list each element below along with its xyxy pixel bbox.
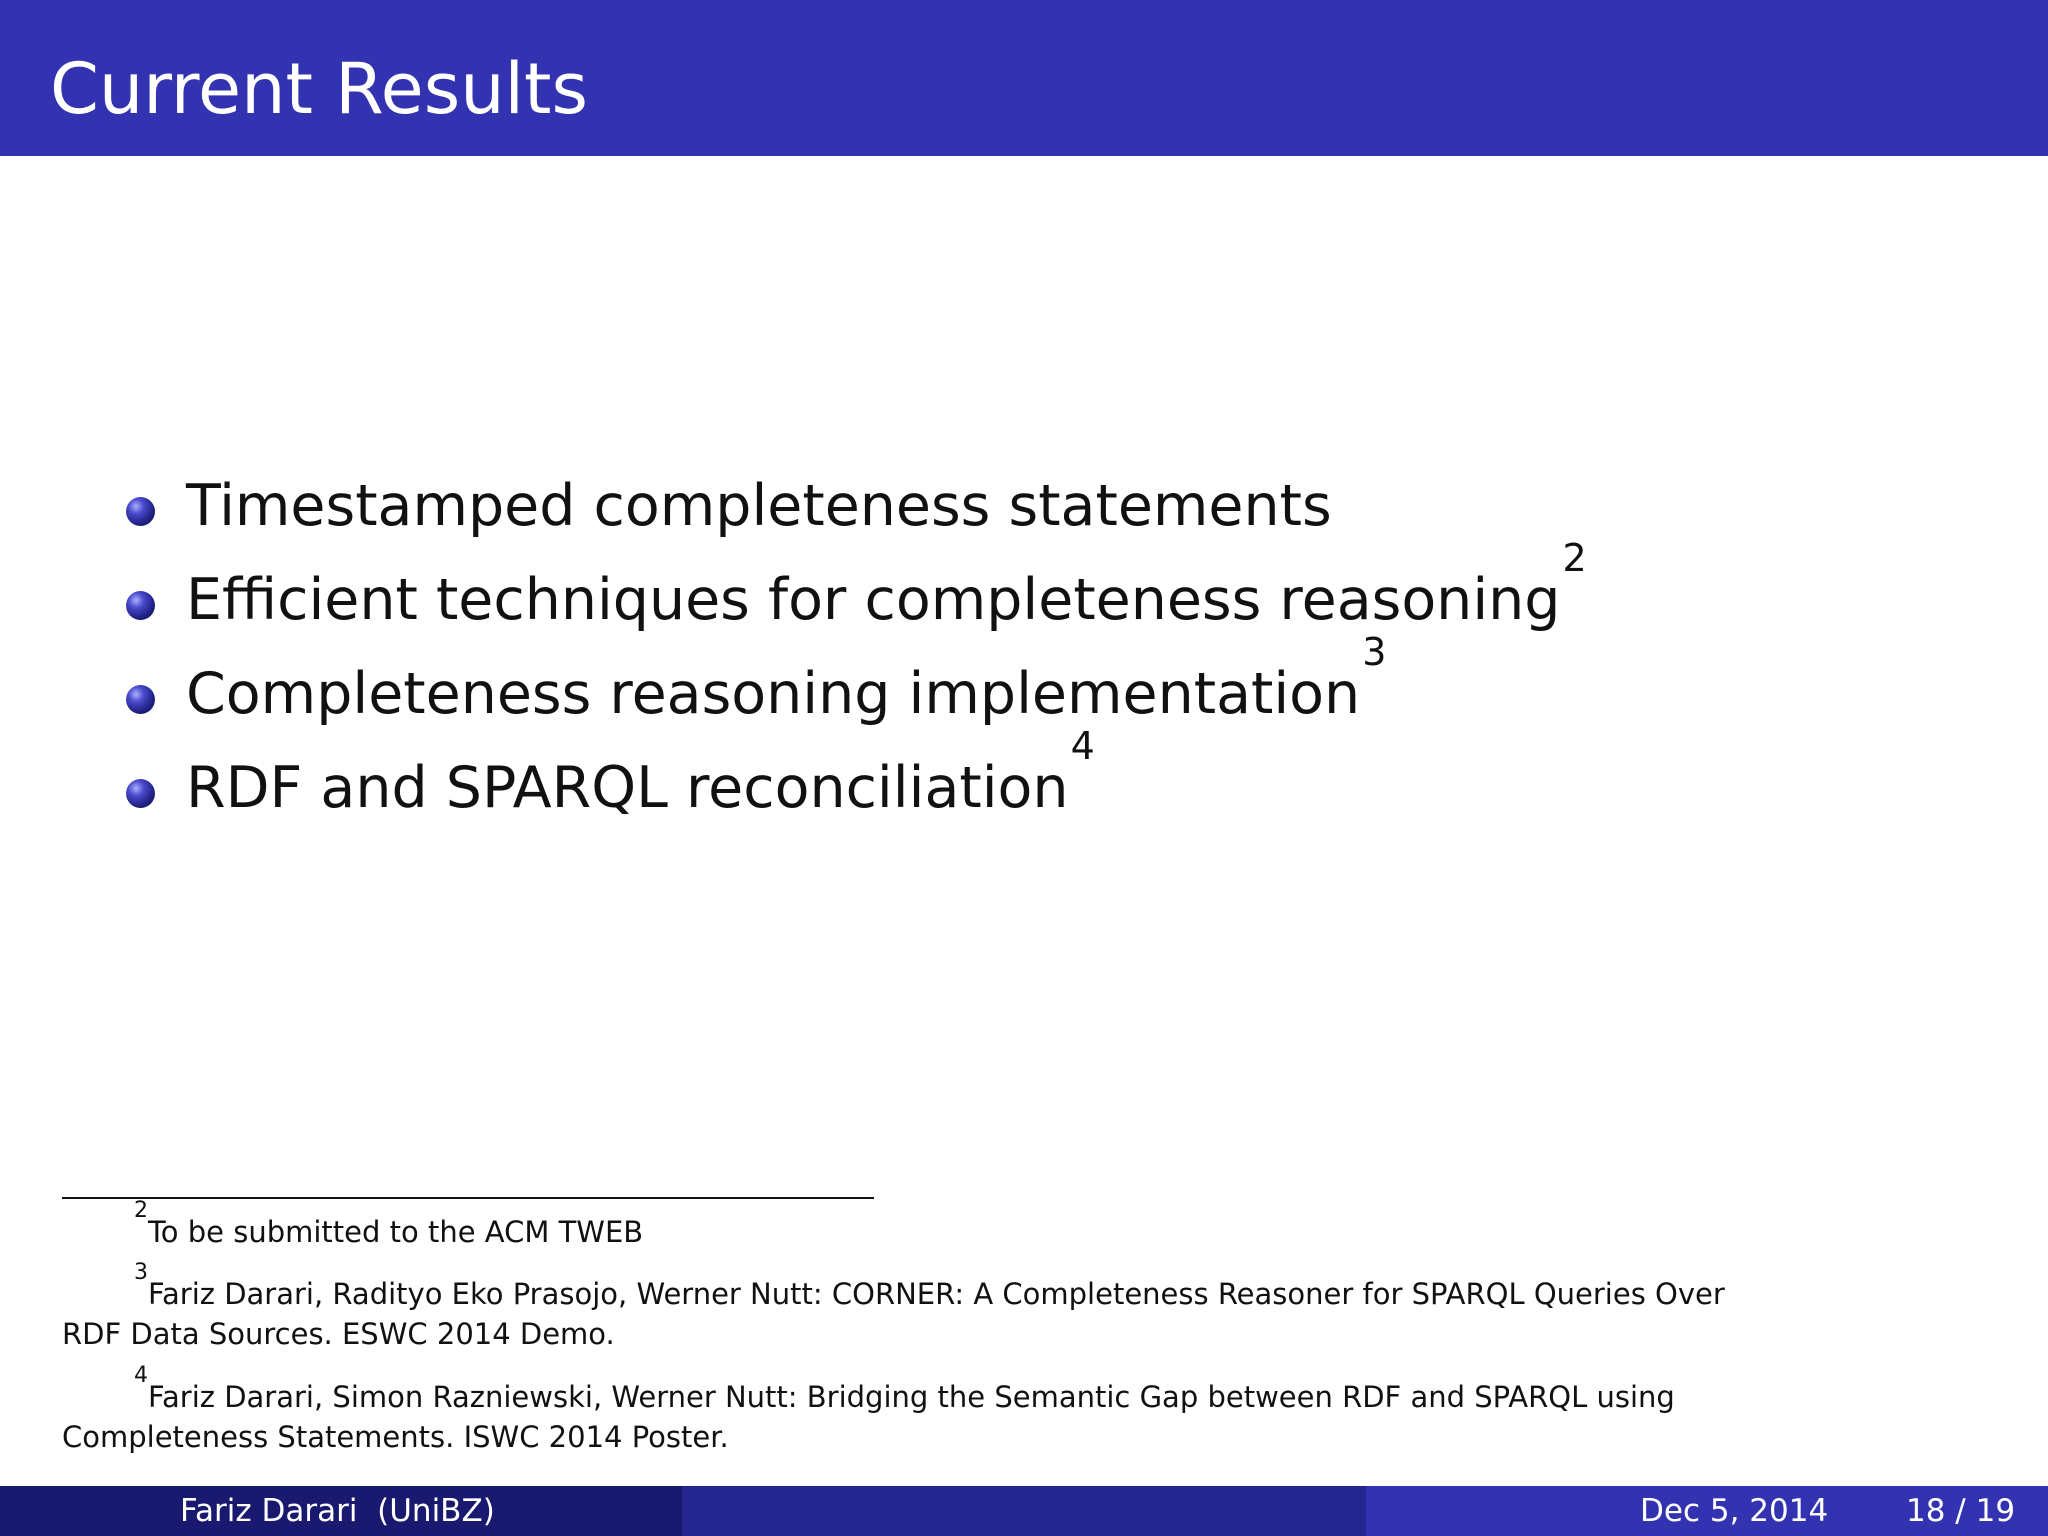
footnote <box>62 1198 1782 1252</box>
bullet-icon <box>126 497 155 526</box>
bullet-text: Timestamped completeness statements <box>186 473 1332 539</box>
bullet-icon <box>126 591 155 620</box>
bullet-text: Efficient techniques for completeness reasoning <box>186 567 1561 633</box>
footnote <box>62 1260 1782 1354</box>
footer-author: Fariz Darari (UniBZ) <box>180 1493 495 1529</box>
footer-title-section <box>682 1486 1366 1536</box>
footnote-marker[interactable]: 3 <box>1362 630 1387 674</box>
bullet-item <box>186 724 1095 823</box>
footer-author-section <box>0 1486 682 1536</box>
bullet-item <box>186 536 1587 635</box>
bullet-item <box>186 630 1387 729</box>
footnote-marker[interactable]: 2 <box>1562 536 1587 580</box>
page-number: 18 / 19 <box>1906 1493 2016 1529</box>
footnote-number: 4 <box>134 1363 148 1389</box>
bullet-icon <box>126 685 155 714</box>
footnote <box>62 1363 1782 1457</box>
footnote-number: 2 <box>134 1198 148 1224</box>
bullet-icon <box>126 779 155 808</box>
footer-date: Dec 5, 2014 <box>1640 1493 1829 1529</box>
title-bar <box>0 0 2048 156</box>
footnote-text: Fariz Darari, Radityo Eko Prasojo, Werner Nutt: CORNER: A Completeness Reasoner for SPARQL Queries Over RDF Data Sources. ESWC 2014 Demo. <box>62 1277 1725 1351</box>
slide-footer <box>0 1486 2048 1536</box>
footnote-text: Fariz Darari, Simon Razniewski, Werner Nutt: Bridging the Semantic Gap between RDF and SPARQL using Completeness Statements. ISWC 2014 Poster. <box>62 1380 1675 1454</box>
footnote-marker[interactable]: 4 <box>1070 724 1095 768</box>
footnote-separator <box>62 1197 874 1199</box>
slide-title: Current Results <box>50 48 588 130</box>
footnote-text: To be submitted to the ACM TWEB <box>148 1215 644 1249</box>
bullet-item <box>186 471 1332 541</box>
bullet-text: RDF and SPARQL reconciliation <box>186 755 1069 821</box>
footnote-number: 3 <box>134 1260 148 1286</box>
bullet-text: Completeness reasoning implementation <box>186 661 1361 727</box>
